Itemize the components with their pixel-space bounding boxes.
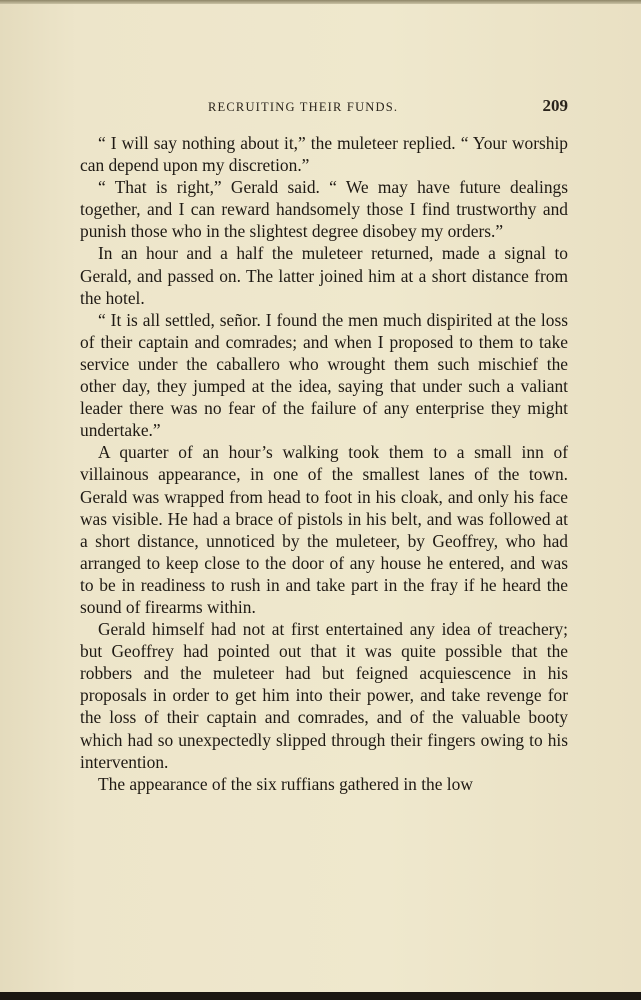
paragraph: The appearance of the six ruffians gathered in the low	[98, 773, 473, 794]
page-bottom-edge	[0, 992, 641, 1000]
paragraph: “ I will say nothing about it,” the muleteer replied. “ Your worship can depend upon my discretion.”	[80, 133, 568, 176]
paragraph: “ It is all settled, señor. I found the men much dispirited at the loss of their captain and comrades; and when I proposed to them to take service under the caballero who wrought them such mischief the other day, they jumped at the idea, saying that under such a valiant leader there was no fear of the failure of any enterprise they might undertake.”	[80, 309, 568, 441]
paragraph: A quarter of an hour’s walking took them to a small inn of villainous appearance, in one of the smallest lanes of the town. Gerald was wrapped from head to foot in his cloak, and only his face was visible. He had a brace of pistols in his belt, and was followed at a short distance, unnoticed by the muleteer, by Geoffrey, who had arranged to keep close to the door of any house he entered, and was to be in readiness to rush in and take part in the fray if he heard the sound of firearms within.	[80, 442, 568, 617]
page-header	[80, 96, 568, 120]
paragraph: In an hour and a half the muleteer returned, made a signal to Gerald, and passed on. The latter joined him at a short distance from the hotel.	[80, 243, 568, 308]
page-top-edge	[0, 0, 641, 4]
paragraph: “ That is right,” Gerald said. “ We may have future dealings together, and I can reward handsomely those I find trustworthy and punish those who in the slightest degree disobey my orders.”	[80, 177, 568, 242]
running-head: RECRUITING THEIR FUNDS.	[208, 100, 399, 114]
paragraph: Gerald himself had not at first entertained any idea of treachery; but Geoffrey had pointed out that it was quite possible that the robbers and the muleteer had but feigned acquiescence in his proposals in order to get him into their power, and take revenge for the loss of their captain and comrades, and of the valuable booty which had so unexpectedly slipped through their fingers owing to his intervention.	[80, 619, 568, 772]
body-text	[80, 132, 568, 795]
page-number: 209	[542, 96, 568, 115]
